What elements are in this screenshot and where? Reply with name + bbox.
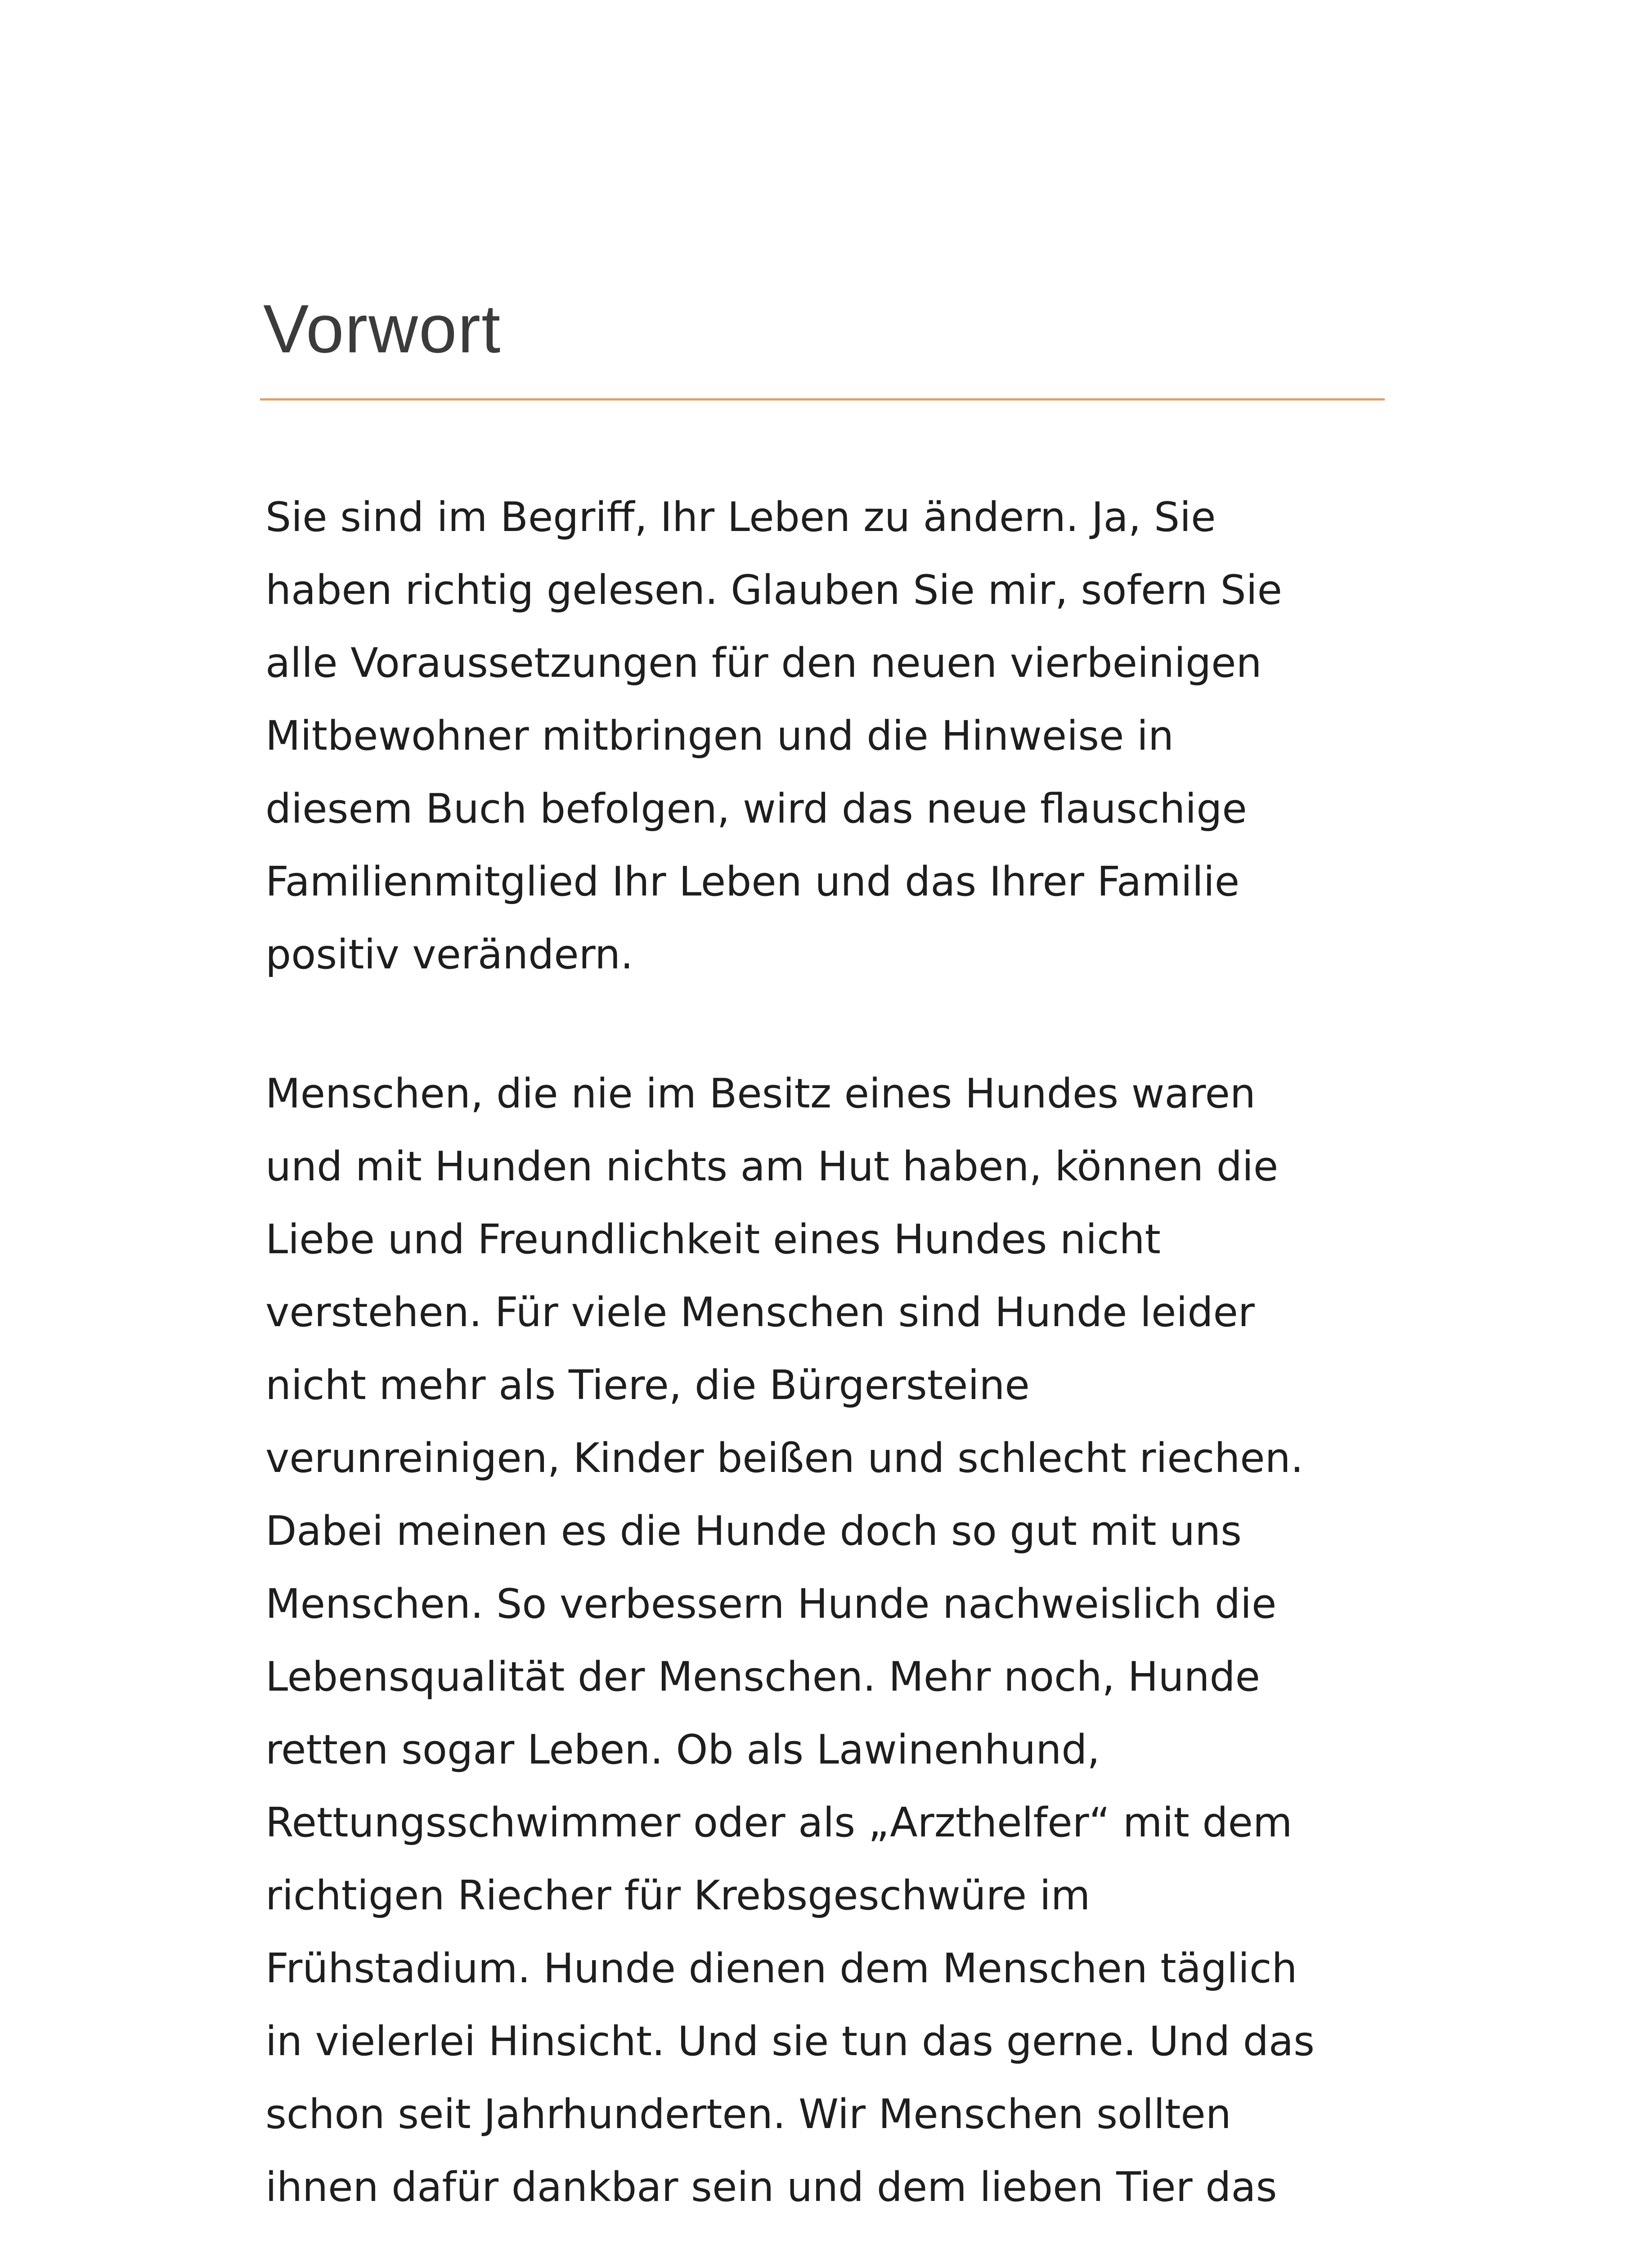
text-line: Rettungsschwimmer oder als „Arzthelfer“ mit dem: [265, 1799, 1293, 1846]
paragraph-1: [265, 481, 1381, 991]
text-line: positiv verändern.: [265, 931, 633, 978]
text-line: ihnen dafür dankbar sein und dem lieben Tier das: [265, 2164, 1277, 2211]
text-line: verstehen. Für viele Menschen sind Hunde leider: [265, 1289, 1255, 1336]
text-line: Dabei meinen es die Hunde doch so gut mit uns: [265, 1508, 1242, 1555]
text-line: und mit Hunden nichts am Hut haben, können die: [265, 1143, 1279, 1190]
text-line: richtigen Riecher für Krebsgeschwüre im: [265, 1872, 1091, 1919]
text-line: Lebensqualität der Menschen. Mehr noch, Hunde: [265, 1653, 1261, 1701]
heading-underline-rule: [260, 398, 1385, 400]
text-line: haben richtig gelesen. Glauben Sie mir, sofern Sie: [265, 567, 1282, 614]
text-line: nicht mehr als Tiere, die Bürgersteine: [265, 1362, 1030, 1409]
text-line: retten sogar Leben. Ob als Lawinenhund,: [265, 1726, 1100, 1773]
text-line: diesem Buch befolgen, wird das neue flauschige: [265, 785, 1247, 832]
text-line: alle Voraussetzungen für den neuen vierbeinigen: [265, 639, 1262, 687]
paragraph-2: [265, 1058, 1381, 2224]
text-line: Mitbewohner mitbringen und die Hinweise in: [265, 712, 1174, 760]
chapter-heading: Vorwort: [263, 291, 502, 367]
text-line: Frühstadium. Hunde dienen dem Menschen täglich: [265, 1945, 1297, 1992]
text-line: verunreinigen, Kinder beißen und schlecht riechen.: [265, 1435, 1304, 1482]
text-line: in vielerlei Hinsicht. Und sie tun das gerne. Und das: [265, 2018, 1315, 2065]
text-line: Menschen, die nie im Besitz eines Hundes waren: [265, 1070, 1256, 1117]
text-line: schon seit Jahrhunderten. Wir Menschen sollten: [265, 2091, 1231, 2138]
text-line: Liebe und Freundlichkeit eines Hundes nicht: [265, 1216, 1161, 1263]
text-line: Familienmitglied Ihr Leben und das Ihrer Familie: [265, 858, 1240, 905]
text-line: Sie sind im Begriff, Ihr Leben zu ändern. Ja, Sie: [265, 494, 1216, 541]
text-line: Menschen. So verbessern Hunde nachweislich die: [265, 1580, 1277, 1628]
